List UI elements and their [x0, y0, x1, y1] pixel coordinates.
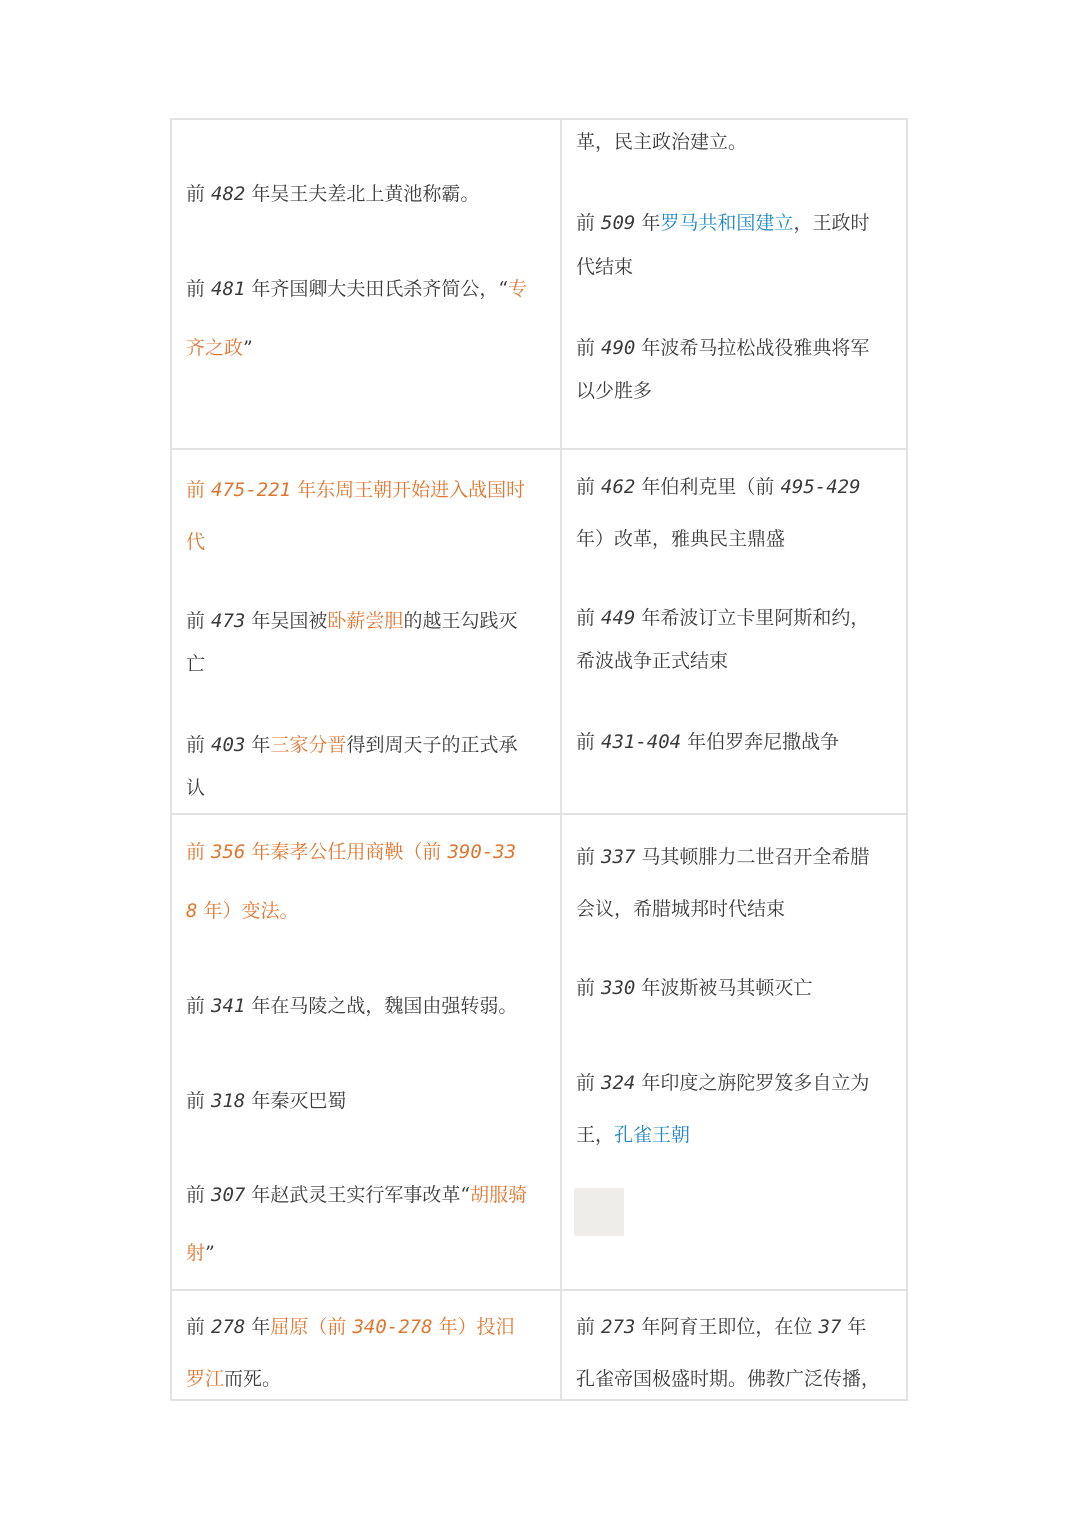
text-segment: 得到周天子的正式承 — [346, 734, 518, 756]
text-segment: 会议，希腊城邦时代结束 — [576, 898, 786, 920]
text-segment: 前 — [576, 846, 602, 868]
world-events-cell — [561, 119, 907, 449]
text-segment: 希波战争正式结束 — [576, 650, 729, 672]
text-segment: 年）变法。 — [197, 900, 299, 922]
text-segment: 前 — [186, 841, 212, 863]
text-segment: 前 — [186, 1090, 212, 1112]
text-segment: 前 — [186, 278, 212, 300]
text-segment: 孔雀帝国极盛时期。佛教广泛传播， — [576, 1368, 881, 1390]
year-number: 509 — [601, 212, 636, 234]
year-number: 340-278 — [352, 1316, 433, 1338]
text-segment: 前 — [186, 183, 212, 205]
text-segment: 革，民主政治建立。 — [576, 131, 748, 153]
text-segment: 年）投汨 — [432, 1316, 515, 1338]
text-segment: 年 — [245, 1316, 271, 1338]
text-segment: 屈原（前 — [270, 1316, 353, 1338]
text-segment: 王， — [576, 1124, 615, 1146]
table-row — [171, 449, 907, 814]
year-number: 8 — [186, 900, 198, 922]
text-segment: 年吴王夫差北上黄池称霸。 — [245, 183, 480, 205]
year-number: 449 — [601, 607, 636, 629]
event-line — [186, 168, 550, 220]
text-segment: 罗江 — [186, 1368, 225, 1390]
event-line — [186, 885, 550, 937]
event-line — [576, 716, 896, 768]
world-events-cell — [561, 449, 907, 814]
table-row — [171, 1290, 907, 1400]
text-segment: 前 — [186, 734, 212, 756]
event-line — [576, 635, 896, 687]
text-segment: 前 — [576, 1072, 602, 1094]
text-segment: 三家分晋 — [270, 734, 347, 756]
event-line — [186, 464, 550, 516]
year-number: 307 — [211, 1184, 246, 1206]
text-segment: 前 — [186, 479, 212, 501]
year-number: 278 — [211, 1316, 246, 1338]
text-segment: 年波斯被马其顿灭亡 — [635, 977, 813, 999]
text-segment: 年希波订立卡里阿斯和约， — [635, 607, 870, 629]
year-number: 495-429 — [780, 476, 861, 498]
event-line — [186, 826, 550, 878]
china-events-cell — [171, 814, 561, 1290]
year-number: 318 — [211, 1090, 246, 1112]
text-segment: 专 — [508, 278, 528, 300]
event-line — [186, 516, 550, 568]
text-segment: 年东周王朝开始进入战国时 — [291, 479, 526, 501]
text-segment: 年）改革，雅典民主鼎盛 — [576, 528, 786, 550]
text-segment: 代结束 — [576, 256, 634, 278]
china-events-cell — [171, 119, 561, 449]
image-placeholder — [574, 1188, 624, 1236]
text-segment: 前 — [186, 610, 212, 632]
event-line — [186, 1301, 550, 1353]
year-number: 482 — [211, 183, 246, 205]
text-segment: 前 — [186, 1316, 212, 1338]
text-segment: 年在马陵之战，魏国由强转弱。 — [245, 995, 518, 1017]
text-segment: 年吴国被 — [245, 610, 328, 632]
event-line — [576, 119, 896, 168]
event-line — [186, 1169, 550, 1221]
year-number: 273 — [601, 1316, 636, 1338]
event-line — [186, 1075, 550, 1127]
text-segment: 代 — [186, 531, 206, 553]
text-segment: 年赵武灵王实行军事改革“ — [245, 1184, 471, 1206]
text-segment: 年阿育王即位，在位 — [635, 1316, 819, 1338]
event-line — [576, 1353, 896, 1400]
year-number: 475-221 — [211, 479, 292, 501]
event-line — [576, 1057, 896, 1109]
year-number: 341 — [211, 995, 246, 1017]
text-segment: 前 — [576, 607, 602, 629]
history-timeline-table — [170, 118, 908, 1401]
china-events-cell — [171, 1290, 561, 1400]
event-line — [186, 322, 550, 374]
event-line — [186, 1353, 550, 1400]
event-line — [186, 762, 550, 814]
text-segment: 罗马共和国建立 — [660, 212, 794, 234]
event-line — [576, 365, 896, 417]
text-segment: 齐之政 — [186, 337, 244, 359]
event-line — [576, 962, 896, 1014]
text-segment: 亡 — [186, 653, 206, 675]
year-number: 490 — [601, 337, 636, 359]
text-segment: 前 — [576, 731, 602, 753]
text-segment: 年波希马拉松战役雅典将军 — [635, 337, 870, 359]
text-segment: 年印度之旃陀罗笈多自立为 — [635, 1072, 870, 1094]
event-line — [186, 263, 550, 315]
event-line — [576, 831, 896, 883]
text-segment: 前 — [576, 476, 602, 498]
year-number: 431-404 — [601, 731, 682, 753]
text-segment: 前 — [576, 977, 602, 999]
year-number: 337 — [601, 846, 636, 868]
table-row — [171, 814, 907, 1290]
year-number: 330 — [601, 977, 636, 999]
text-segment: 年 — [841, 1316, 867, 1338]
event-line — [186, 638, 550, 690]
text-segment: 年秦孝公任用商鞅（前 — [245, 841, 448, 863]
text-segment: 年 — [245, 734, 271, 756]
world-events-cell — [561, 1290, 907, 1400]
text-segment: 年伯利克里（前 — [635, 476, 781, 498]
event-line — [186, 1227, 550, 1279]
event-line — [186, 980, 550, 1032]
event-line — [576, 461, 896, 513]
year-number: 462 — [601, 476, 636, 498]
text-segment: 孔雀王朝 — [614, 1124, 691, 1146]
text-segment: 以少胜多 — [576, 380, 653, 402]
text-segment: 年 — [635, 212, 661, 234]
event-line — [576, 883, 896, 935]
text-segment: 前 — [576, 1316, 602, 1338]
text-segment: 年秦灭巴蜀 — [245, 1090, 347, 1112]
text-segment: 前 — [186, 995, 212, 1017]
event-line — [576, 1109, 896, 1161]
text-segment: 而死。 — [224, 1368, 282, 1390]
text-segment: 前 — [576, 212, 602, 234]
text-segment: 胡服骑 — [470, 1184, 528, 1206]
year-number: 390-33 — [447, 841, 517, 863]
text-segment: 卧薪尝胆 — [327, 610, 404, 632]
text-segment: 年伯罗奔尼撒战争 — [681, 731, 840, 753]
year-number: 324 — [601, 1072, 636, 1094]
event-line — [576, 513, 896, 565]
event-line — [576, 1301, 896, 1353]
year-number: 403 — [211, 734, 246, 756]
year-number: 473 — [211, 610, 246, 632]
world-events-cell — [561, 814, 907, 1290]
year-number: 481 — [211, 278, 246, 300]
text-segment: ” — [205, 1242, 215, 1264]
china-events-cell — [171, 449, 561, 814]
text-segment: ，王政时 — [793, 212, 870, 234]
text-segment: 前 — [186, 1184, 212, 1206]
year-number: 356 — [211, 841, 246, 863]
text-segment: ” — [243, 337, 253, 359]
text-segment: 射 — [186, 1242, 206, 1264]
text-segment: 的越王勾践灭 — [403, 610, 518, 632]
text-segment: 认 — [186, 777, 206, 799]
year-number: 37 — [818, 1316, 842, 1338]
event-line — [576, 241, 896, 293]
table-row — [171, 119, 907, 449]
text-segment: 马其顿腓力二世召开全希腊 — [635, 846, 870, 868]
text-segment: 年齐国卿大夫田氏杀齐简公，“ — [245, 278, 509, 300]
text-segment: 前 — [576, 337, 602, 359]
